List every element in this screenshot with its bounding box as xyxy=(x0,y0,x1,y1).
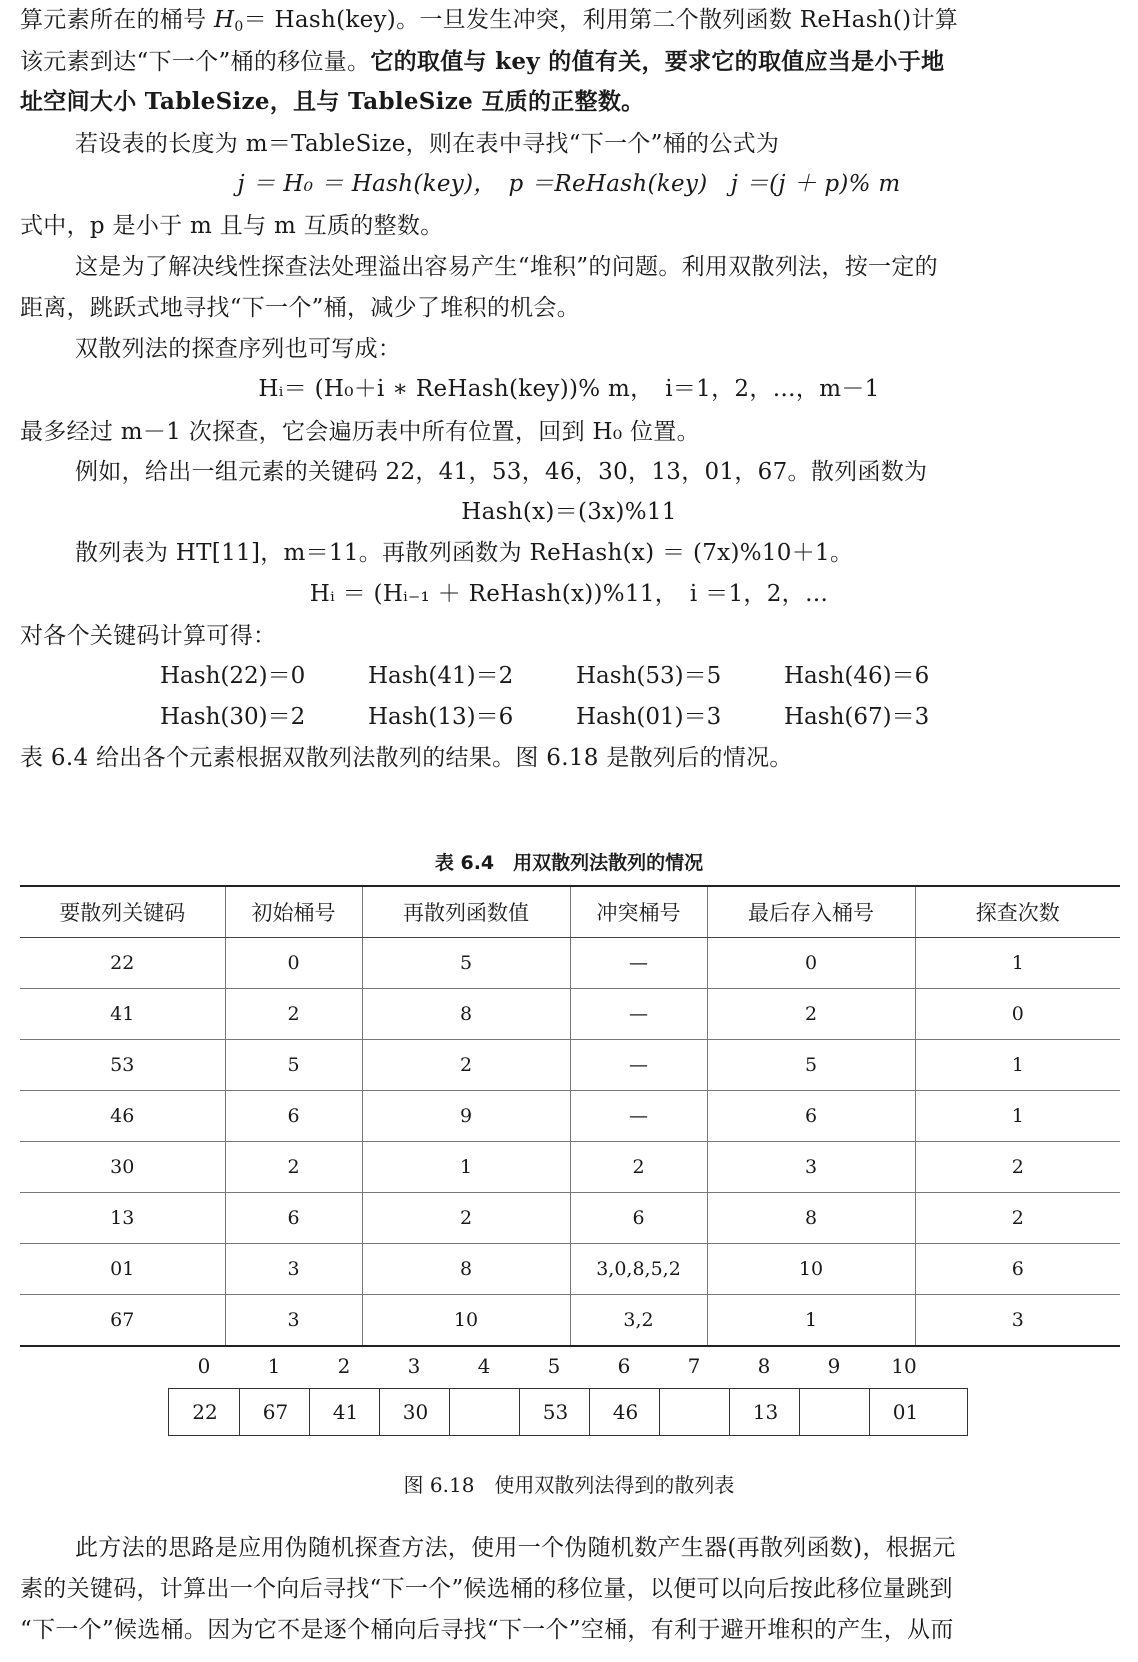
table-cell: 2 xyxy=(707,989,915,1040)
bucket-index: 10 xyxy=(891,1354,917,1378)
bucket-cell: 46 xyxy=(589,1389,661,1435)
bucket-cell: 01 xyxy=(869,1389,941,1435)
text-line: 这是为了解决线性探查法处理溢出容易产生“堆积”的问题。利用双散列法，按一定的 xyxy=(75,254,938,280)
bucket-index: 6 xyxy=(617,1354,631,1378)
hash-value: Hash(46)＝6 xyxy=(784,663,930,689)
text-line: “下一个”候选桶。因为它不是逐个桶向后寻找“下一个”空桶，有利于避开堆积的产生，从而 xyxy=(20,1617,954,1643)
bucket-index: 8 xyxy=(757,1354,771,1378)
table-caption: 表 6.4 用双散列法散列的情况 xyxy=(434,852,704,874)
table-cell: 3 xyxy=(707,1142,915,1193)
bucket-index: 2 xyxy=(337,1354,351,1378)
table-cell: 0 xyxy=(225,938,362,989)
figure-caption: 图 6.18 使用双散列法得到的散列表 xyxy=(403,1473,735,1497)
table-cell: 1 xyxy=(915,1040,1120,1091)
text-line: 最多经过 m－1 次探查，它会遍历表中所有位置，回到 H₀ 位置。 xyxy=(20,419,700,445)
table-cell: 6 xyxy=(225,1193,362,1244)
table-cell: 13 xyxy=(20,1193,225,1244)
text-line: 距离，跳跃式地寻找“下一个”桶，减少了堆积的机会。 xyxy=(20,295,581,321)
bucket-cell xyxy=(449,1389,521,1435)
bucket-cell: 22 xyxy=(192,1400,218,1424)
text-line: 散列表为 HT[11]，m＝11。再散列函数为 ReHash(x) ＝ (7x)%10＋1。 xyxy=(75,540,854,566)
table-cell: 8 xyxy=(362,989,570,1040)
formula: j ＝ H₀ ＝ Hash(key)， p ＝ReHash(key) j ＝(j ＋ p)% m xyxy=(237,171,901,197)
text-line: 式中，p 是小于 m 且与 m 互质的整数。 xyxy=(20,213,444,239)
text-line: 表 6.4 给出各个元素根据双散列法散列的结果。图 6.18 是散列后的情况。 xyxy=(20,745,793,771)
hash-value: Hash(13)＝6 xyxy=(368,704,514,730)
table-cell: 5 xyxy=(225,1040,362,1091)
table-cell: 41 xyxy=(20,989,225,1040)
column-header: 最后存入桶号 xyxy=(707,886,915,938)
bucket-cell xyxy=(659,1389,731,1435)
table-cell: 1 xyxy=(915,938,1120,989)
table-cell: 2 xyxy=(225,1142,362,1193)
bucket-cell xyxy=(799,1389,871,1435)
bucket-cell: 30 xyxy=(379,1389,451,1435)
table-cell: 53 xyxy=(20,1040,225,1091)
text-line: 双散列法的探查序列也可写成： xyxy=(75,336,402,362)
double-hash-table xyxy=(20,885,1120,1347)
table-cell: 6 xyxy=(707,1091,915,1142)
text-line: 例如，给出一组元素的关键码 22，41，53，46，30，13，01，67。散列函数为 xyxy=(75,459,928,485)
table-row xyxy=(20,1040,1120,1091)
table-header-row xyxy=(20,886,1120,938)
table-cell: 3,0,8,5,2 xyxy=(570,1244,707,1295)
table-row xyxy=(20,938,1120,989)
table-cell: 2 xyxy=(362,1040,570,1091)
hash-value: Hash(53)＝5 xyxy=(576,663,722,689)
table-cell: 3 xyxy=(225,1244,362,1295)
table-cell: 6 xyxy=(915,1244,1120,1295)
table-row xyxy=(20,1295,1120,1347)
bucket-index: 0 xyxy=(197,1354,211,1378)
table-cell: — xyxy=(570,989,707,1040)
bucket-index-row xyxy=(168,1350,968,1382)
formula: Hᵢ＝ (H₀＋i ∗ ReHash(key))% m， i＝1，2，…，m－1 xyxy=(258,376,880,402)
column-header: 要散列关键码 xyxy=(20,886,225,938)
bucket-index: 9 xyxy=(827,1354,841,1378)
table-row xyxy=(20,1244,1120,1295)
table-cell: — xyxy=(570,1040,707,1091)
table-cell: 2 xyxy=(570,1142,707,1193)
table-cell: 67 xyxy=(20,1295,225,1347)
table-cell: 46 xyxy=(20,1091,225,1142)
text-line: 素的关键码，计算出一个向后寻找“下一个”候选桶的移位量，以便可以向后按此移位量跳到 xyxy=(20,1576,953,1602)
table-cell: 2 xyxy=(225,989,362,1040)
table-cell: — xyxy=(570,1091,707,1142)
bucket-index: 3 xyxy=(407,1354,421,1378)
table-cell: 5 xyxy=(707,1040,915,1091)
table-cell: 01 xyxy=(20,1244,225,1295)
formula: Hash(x)＝(3x)%11 xyxy=(461,499,677,525)
bucket-cell: 53 xyxy=(519,1389,591,1435)
table-cell: — xyxy=(570,938,707,989)
bucket-cell: 67 xyxy=(239,1389,311,1435)
table-row xyxy=(20,1091,1120,1142)
table-cell: 6 xyxy=(225,1091,362,1142)
column-header: 再散列函数值 xyxy=(362,886,570,938)
bold-text-line: 址空间大小 TableSize，且与 TableSize 互质的正整数。 xyxy=(20,88,645,115)
table-cell: 22 xyxy=(20,938,225,989)
bucket-index: 4 xyxy=(477,1354,491,1378)
table-cell: 3 xyxy=(225,1295,362,1347)
text-line: 对各个关键码计算可得： xyxy=(20,623,277,649)
table-cell: 3,2 xyxy=(570,1295,707,1347)
table-cell: 1 xyxy=(707,1295,915,1347)
table-row xyxy=(20,1142,1120,1193)
table-cell: 3 xyxy=(915,1295,1120,1347)
table-cell: 30 xyxy=(20,1142,225,1193)
table-cell: 5 xyxy=(362,938,570,989)
column-header: 探查次数 xyxy=(915,886,1120,938)
table-row xyxy=(20,989,1120,1040)
hash-value: Hash(22)＝0 xyxy=(160,663,306,689)
table-cell: 8 xyxy=(707,1193,915,1244)
hash-table-buckets xyxy=(168,1388,968,1436)
table-cell: 10 xyxy=(707,1244,915,1295)
table-cell: 1 xyxy=(915,1091,1120,1142)
hash-value: Hash(01)＝3 xyxy=(576,704,722,730)
table-cell: 2 xyxy=(915,1142,1120,1193)
bucket-index: 1 xyxy=(267,1354,281,1378)
table-cell: 10 xyxy=(362,1295,570,1347)
table-cell: 2 xyxy=(362,1193,570,1244)
hash-value: Hash(67)＝3 xyxy=(784,704,930,730)
text-line: 若设表的长度为 m＝TableSize，则在表中寻找“下一个”桶的公式为 xyxy=(75,131,780,157)
bucket-index: 7 xyxy=(687,1354,701,1378)
table-cell: 0 xyxy=(915,989,1120,1040)
table-cell: 0 xyxy=(707,938,915,989)
hash-value: Hash(41)＝2 xyxy=(368,663,514,689)
table-cell: 6 xyxy=(570,1193,707,1244)
text-line: 算元素所在的桶号 $H_0=$ Hash(key)。一旦发生冲突，利用第二个散列函数 ReHash()计算 xyxy=(20,7,959,35)
table-cell: 9 xyxy=(362,1091,570,1142)
table-cell: 2 xyxy=(915,1193,1120,1244)
table-cell: 1 xyxy=(362,1142,570,1193)
bucket-index: 5 xyxy=(547,1354,561,1378)
table-row xyxy=(20,1193,1120,1244)
table-cell: 8 xyxy=(362,1244,570,1295)
hash-value: Hash(30)＝2 xyxy=(160,704,306,730)
formula: Hᵢ ＝ (Hᵢ₋₁ ＋ ReHash(x))%11， i ＝1，2，… xyxy=(309,581,829,607)
bucket-cell: 13 xyxy=(729,1389,801,1435)
column-header: 冲突桶号 xyxy=(570,886,707,938)
text-line: 该元素到达“下一个”桶的移位量。它的取值与 key 的值有关，要求它的取值应当是小于地 xyxy=(20,48,945,75)
column-header: 初始桶号 xyxy=(225,886,362,938)
text-line: 此方法的思路是应用伪随机探查方法，使用一个伪随机数产生器(再散列函数)，根据元 xyxy=(75,1535,956,1561)
bucket-cell: 41 xyxy=(309,1389,381,1435)
